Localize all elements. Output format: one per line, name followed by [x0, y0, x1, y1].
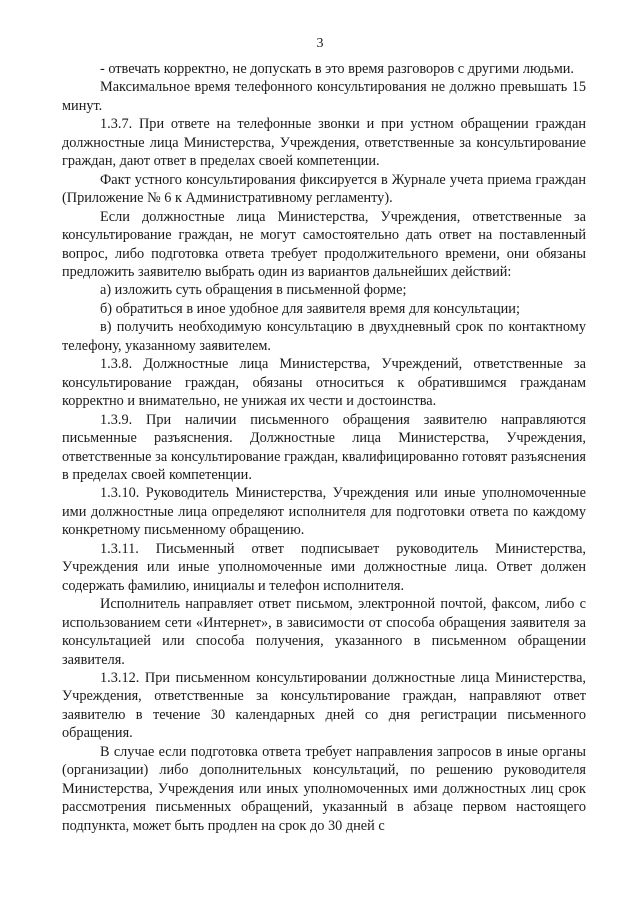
paragraph-1-3-12: 1.3.12. При письменном консультировании должностные лица Министерства, Учреждения, ответственные за консультирование граждан, направляют ответ заявителю в течение 30 календарных дней со дня регистрации письменного обращения. — [62, 669, 586, 742]
paragraph-1-3-7: 1.3.7. При ответе на телефонные звонки и при устном обращении граждан должностные лица Министерства, Учреждения, ответственные за консультирование граждан, дают ответ в пределах своей компетенции. — [62, 116, 586, 170]
page-number: 3 — [316, 36, 324, 51]
paragraph-reply-manner: - отвечать корректно, не допускать в это время разговоров с другими людьми. — [100, 61, 575, 77]
paragraph-1-3-11: 1.3.11. Письменный ответ подписывает руководитель Министерства, Учреждения или иные уполномоченные ими должностные лица. Ответ должен содержать фамилию, инициалы и телефон исполнителя. — [62, 540, 586, 594]
paragraph-1-3-8: 1.3.8. Должностные лица Министерства, Учреждений, ответственные за консультирование граждан, обязаны относиться к обратившимся гражданам корректно и внимательно, не унижая их чести и достоинства. — [62, 356, 586, 410]
list-item-b: б) обратиться в иное удобное для заявителя время для консультации; — [100, 300, 520, 317]
paragraph-oral-consultation-log: Факт устного консультирования фиксируется в Журнале учета приема граждан (Приложение № 6 к Административному регламенту). — [62, 171, 586, 207]
paragraph-max-phone-time: Максимальное время телефонного консультирования не должно превышать 15 минут. — [62, 79, 586, 114]
document-body — [62, 60, 586, 835]
paragraph-extension: В случае если подготовка ответа требует направления запросов в иные органы (организации) либо дополнительных консультаций, по решению руководителя Министерства, Учреждения или иных уполномоченных ими должностных лиц срок рассмотрения письменных обращений, указанный в абзаце первом настоящего подпункта, может быть продлен на срок до 30 дней с — [62, 743, 586, 834]
list-item-a: а) изложить суть обращения в письменной форме; — [100, 282, 407, 299]
paragraph-1-3-9: 1.3.9. При наличии письменного обращения заявителю направляются письменные разъяснения. Должностные лица Министерства, Учреждения, ответственные за консультирование граждан, квалифицированно готовят разъяснения в пределах своей компетенции. — [62, 411, 586, 483]
paragraph-reply-delivery: Исполнитель направляет ответ письмом, электронной почтой, факсом, либо с использованием сети «Интернет», в зависимости от способа обращения заявителя за консультацией или способа получения, указанного в письменном обращении заявителя. — [62, 596, 586, 668]
paragraph-1-3-10: 1.3.10. Руководитель Министерства, Учреждения или иные уполномоченные ими должностные лица определяют исполнителя для подготовки ответа по каждому конкретному письменному обращению. — [62, 485, 586, 539]
paragraph-cannot-answer: Если должностные лица Министерства, Учреждения, ответственные за консультирование граждан, не могут самостоятельно дать ответ на поставленный вопрос, либо подготовка ответа требует продолжительного времени, они обязаны предложить заявителю выбрать один из вариантов дальнейших действий: — [62, 208, 586, 280]
list-item-v: в) получить необходимую консультацию в двухдневный срок по контактному телефону, указанному заявителем. — [62, 319, 586, 354]
